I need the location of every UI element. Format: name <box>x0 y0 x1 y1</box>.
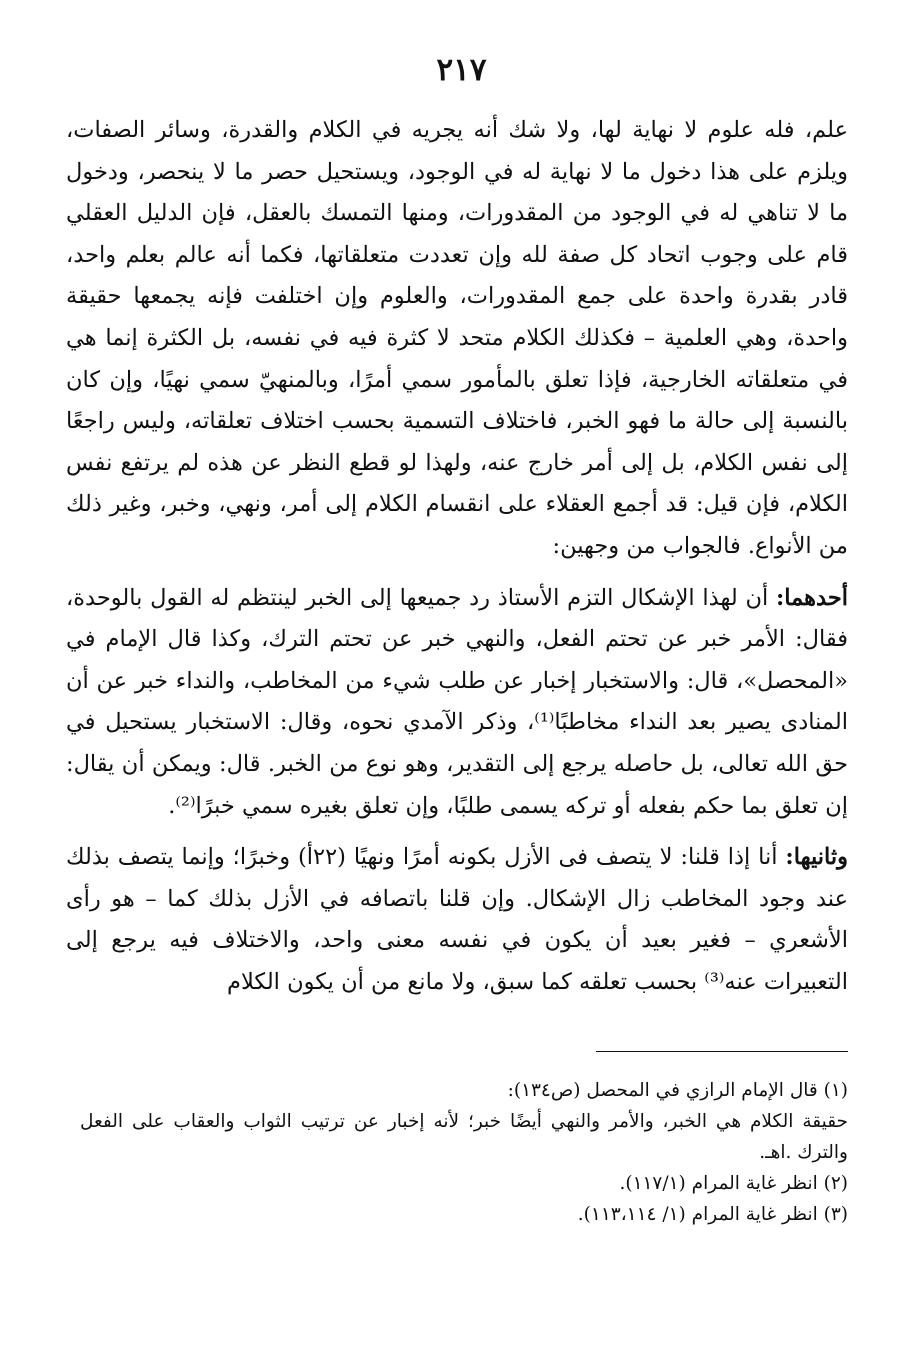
paragraph-2-lead: أحدهما: <box>775 584 848 611</box>
footnote-1-body: حقيقة الكلام هي الخبر، والأمر والنهي أيضًا خبر؛ لأنه إخبار عن ترتيب الثواب والعقاب على الفعل والترك .اهـ. <box>80 1111 848 1163</box>
paragraph-2-text: أن لهذا الإشكال التزم الأستاذ رد جميعها إلى الخبر لينتظم له القول بالوحدة، فقال: الأمر خبر عن تحتم الفعل، والنهي خبر عن تحتم الترك، وكذا قال الإمام في «المحصل»، قال: والاستخبار إخبار عن طلب شيء من المخاطب، والنداء خبر عن أن المنادى يصير بعد النداء مخاطبًا⁽¹⁾، وذكر الآمدي نحوه، وقال: الاستخبار يستحيل في حق الله تعالى، بل حاصله يرجع إلى التقدير، وهو نوع من الخبر. قال: ويمكن أن يقال: إن تعلق بما حكم بفعله أو تركه يسمى طلبًا، وإن تعلق بغيره سمي خبرًا⁽²⁾. <box>66 584 848 819</box>
paragraph-2 <box>66 578 848 828</box>
footnote-2: (٢) انظر غاية المرام (١١٧/١). <box>619 1173 848 1194</box>
footnote-separator <box>596 1051 848 1052</box>
page-number: ٢١٧ <box>436 52 487 88</box>
paragraph-3 <box>66 837 848 1003</box>
footnotes <box>80 1075 848 1230</box>
footnote-1-heading: (١) قال الإمام الرازي في المحصل (ص١٣٤): <box>507 1080 848 1101</box>
main-text <box>66 110 848 1003</box>
paragraph-1: علم، فله علوم لا نهاية لها، ولا شك أنه يجريه في الكلام والقدرة، وسائر الصفات، ويلزم على هذا دخول ما لا نهاية له في الوجود، ويستحيل حصر ما لا ينحصر، ودخول ما لا تناهي له في الوجود من المقدورات، ومنها التمسك بالعقل، فإن الدليل العقلي قام على وجوب اتحاد كل صفة لله وإن تعددت متعلقاتها، فكما أنه عالم بعلم واحد، قادر بقدرة واحدة على جمع المقدورات، والعلوم وإن اختلفت فإنه يجمعها حقيقة واحدة، وهي العلمية – فكذلك الكلام متحد لا كثرة فيه في نفسه، بل الكثرة إنما هي في متعلقاته الخارجية، فإذا تعلق بالمأمور سمي أمرًا، وبالمنهيّ سمي نهيًا، وإن كان بالنسبة إلى حالة ما فهو الخبر، فاختلاف التسمية بحسب اختلاف تعلقاته، وليس راجعًا إلى نفس الكلام، بل إلى أمر خارج عنه، ولهذا لو قطع النظر عن هذه لم يرتفع نفس الكلام، فإن قيل: قد أجمع العقلاء على انقسام الكلام إلى أمر، ونهي، وخبر، وغير ذلك من الأنواع. فالجواب من وجهين: <box>66 117 848 559</box>
footnote-3: (٣) انظر غاية المرام (١/ ١١٣،١١٤). <box>577 1204 848 1225</box>
paragraph-3-text: أنا إذا قلنا: لا يتصف فى الأزل بكونه أمرًا ونهيًا (٢٢أ) وخبرًا؛ وإنما يتصف بذلك عند وجود المخاطب زال الإشكال. وإن قلنا باتصافه في الأزل بذلك كما – هو رأى الأشعري – فغير بعيد أن يكون في نفسه معنى واحد، والاختلاف فيه يرجع إلى التعبيرات عنه⁽³⁾ بحسب تعلقه كما سبق، ولا مانع من أن يكون الكلام <box>66 844 848 995</box>
paragraph-3-lead: وثانيها: <box>785 844 848 871</box>
